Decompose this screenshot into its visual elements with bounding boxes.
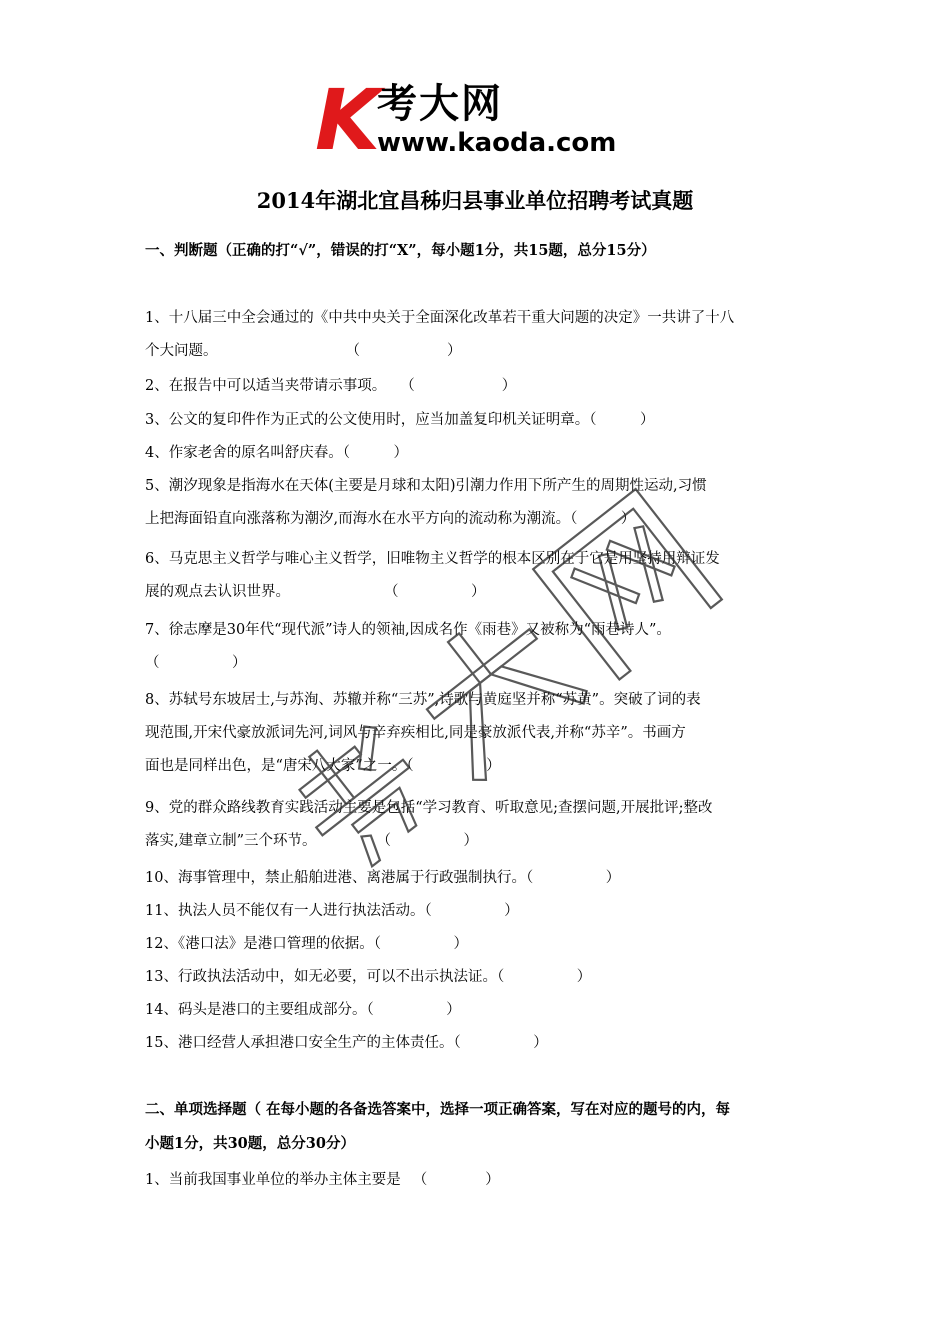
- question-8: [145, 684, 815, 783]
- question-5-line1: 5、潮汐现象是指海水在天体(主要是月球和太阳)引潮力作用下所产生的周期性运动,习惯: [145, 478, 707, 494]
- question-9-line1: 9、党的群众路线教育实践活动主要是包括“学习教育、听取意见;查摆问题,开展批评;整改: [145, 800, 713, 816]
- question-10: [145, 862, 815, 895]
- answer-blank: （ ）: [342, 445, 408, 461]
- logo-k-mark: K: [315, 71, 381, 169]
- question-1: [145, 302, 815, 368]
- question-14: [145, 994, 815, 1027]
- answer-blank: （ ）: [589, 412, 655, 428]
- section2-heading: [145, 1093, 815, 1161]
- question-13-text: 13、行政执法活动中，如无必要，可以不出示执法证。: [145, 969, 497, 985]
- answer-blank: （ ）: [400, 378, 517, 394]
- question-9: [145, 792, 815, 858]
- question-4: [145, 437, 815, 470]
- answer-blank: （ ）: [412, 1172, 500, 1188]
- question-5: [145, 470, 815, 536]
- question-6-line2: 展的观点去认识世界。: [145, 584, 290, 600]
- question-15: [145, 1027, 815, 1060]
- question-8-line1: 8、苏轼号东坡居士,与苏洵、苏辙并称“三苏”,诗歌与黄庭坚并称“苏黄”。突破了词的表: [145, 692, 701, 708]
- question-7: [145, 614, 815, 680]
- answer-blank: （ ）: [496, 969, 592, 985]
- answer-blank: （ ）: [366, 1002, 461, 1018]
- question-12-text: 12、《港口法》是港口管理的依据。: [145, 936, 374, 952]
- question-7-line1: 7、徐志摩是30年代“现代派”诗人的领袖,因成名作《雨巷》又被称为“雨巷诗人”。: [145, 622, 671, 638]
- answer-blank: （ ）: [453, 1035, 548, 1051]
- answer-blank: （ ）: [424, 903, 519, 919]
- answer-blank: （ ）: [570, 511, 636, 527]
- question-2: [145, 370, 815, 403]
- answer-blank: （ ）: [345, 343, 462, 359]
- question-15-text: 15、港口经营人承担港口安全生产的主体责任。: [145, 1035, 454, 1051]
- answer-blank: （ ）: [145, 655, 247, 671]
- question-1-line2: 个大问题。: [145, 343, 218, 359]
- question-11: [145, 895, 815, 928]
- answer-blank: （ ）: [525, 870, 621, 886]
- section1-heading: 一、判断题（正确的打“√”，错误的打“X”，每小题1分，共15题，总分15分）: [145, 242, 656, 259]
- question-6-line1: 6、马克思主义哲学与唯心主义哲学，旧唯物主义哲学的根本区别在于它是用坚持用辩证发: [145, 551, 720, 567]
- question-13: [145, 961, 815, 994]
- answer-blank: （ ）: [406, 758, 501, 774]
- question-3-text: 3、公文的复印件作为正式的公文使用时，应当加盖复印机关证明章。: [145, 412, 590, 428]
- page-title: 2014年湖北宜昌秭归县事业单位招聘考试真题: [256, 188, 694, 213]
- answer-blank: （ ）: [373, 936, 468, 952]
- section2-question-1: [145, 1164, 815, 1197]
- section2-heading-line2: 小题1分，共30题，总分30分）: [145, 1135, 355, 1152]
- question-8-line2: 现范围,开宋代豪放派词先河,词风与辛弃疾相比,同是豪放派代表,并称“苏辛”。书画方: [145, 725, 686, 741]
- question-11-text: 11、执法人员不能仅有一人进行执法活动。: [145, 903, 425, 919]
- answer-blank: （ ）: [376, 833, 479, 849]
- question-2-text: 2、在报告中可以适当夹带请示事项。: [145, 378, 387, 394]
- question-3: [145, 404, 815, 437]
- logo-brand-name: 考大网: [377, 81, 503, 127]
- question-1-line1: 1、十八届三中全会通过的《中共中央关于全面深化改革若干重大问题的决定》一共讲了十八: [145, 310, 735, 326]
- question-10-text: 10、海事管理中，禁止船舶进港、离港属于行政强制执行。: [145, 870, 526, 886]
- answer-blank: （ ）: [384, 584, 486, 600]
- question-9-line2: 落实,建章立制”三个环节。: [145, 833, 317, 849]
- question-4-text: 4、作家老舍的原名叫舒庆春。: [145, 445, 343, 461]
- question-8-line3: 面也是同样出色，是“唐宋八大家”之一。: [145, 758, 407, 774]
- section2-heading-line1: 二、单项选择题（ 在每小题的各备选答案中，选择一项正确答案，写在对应的题号的内，每: [145, 1101, 731, 1118]
- question-5-line2: 上把海面铅直向涨落称为潮汐,而海水在水平方向的流动称为潮流。: [145, 511, 571, 527]
- question-14-text: 14、码头是港口的主要组成部分。: [145, 1002, 367, 1018]
- question-6: [145, 543, 815, 609]
- logo-url: www.kaoda.com: [377, 128, 617, 158]
- section2-question-1-text: 1、当前我国事业单位的举办主体主要是: [145, 1172, 401, 1188]
- question-12: [145, 928, 815, 961]
- kaoda-logo: [315, 71, 645, 169]
